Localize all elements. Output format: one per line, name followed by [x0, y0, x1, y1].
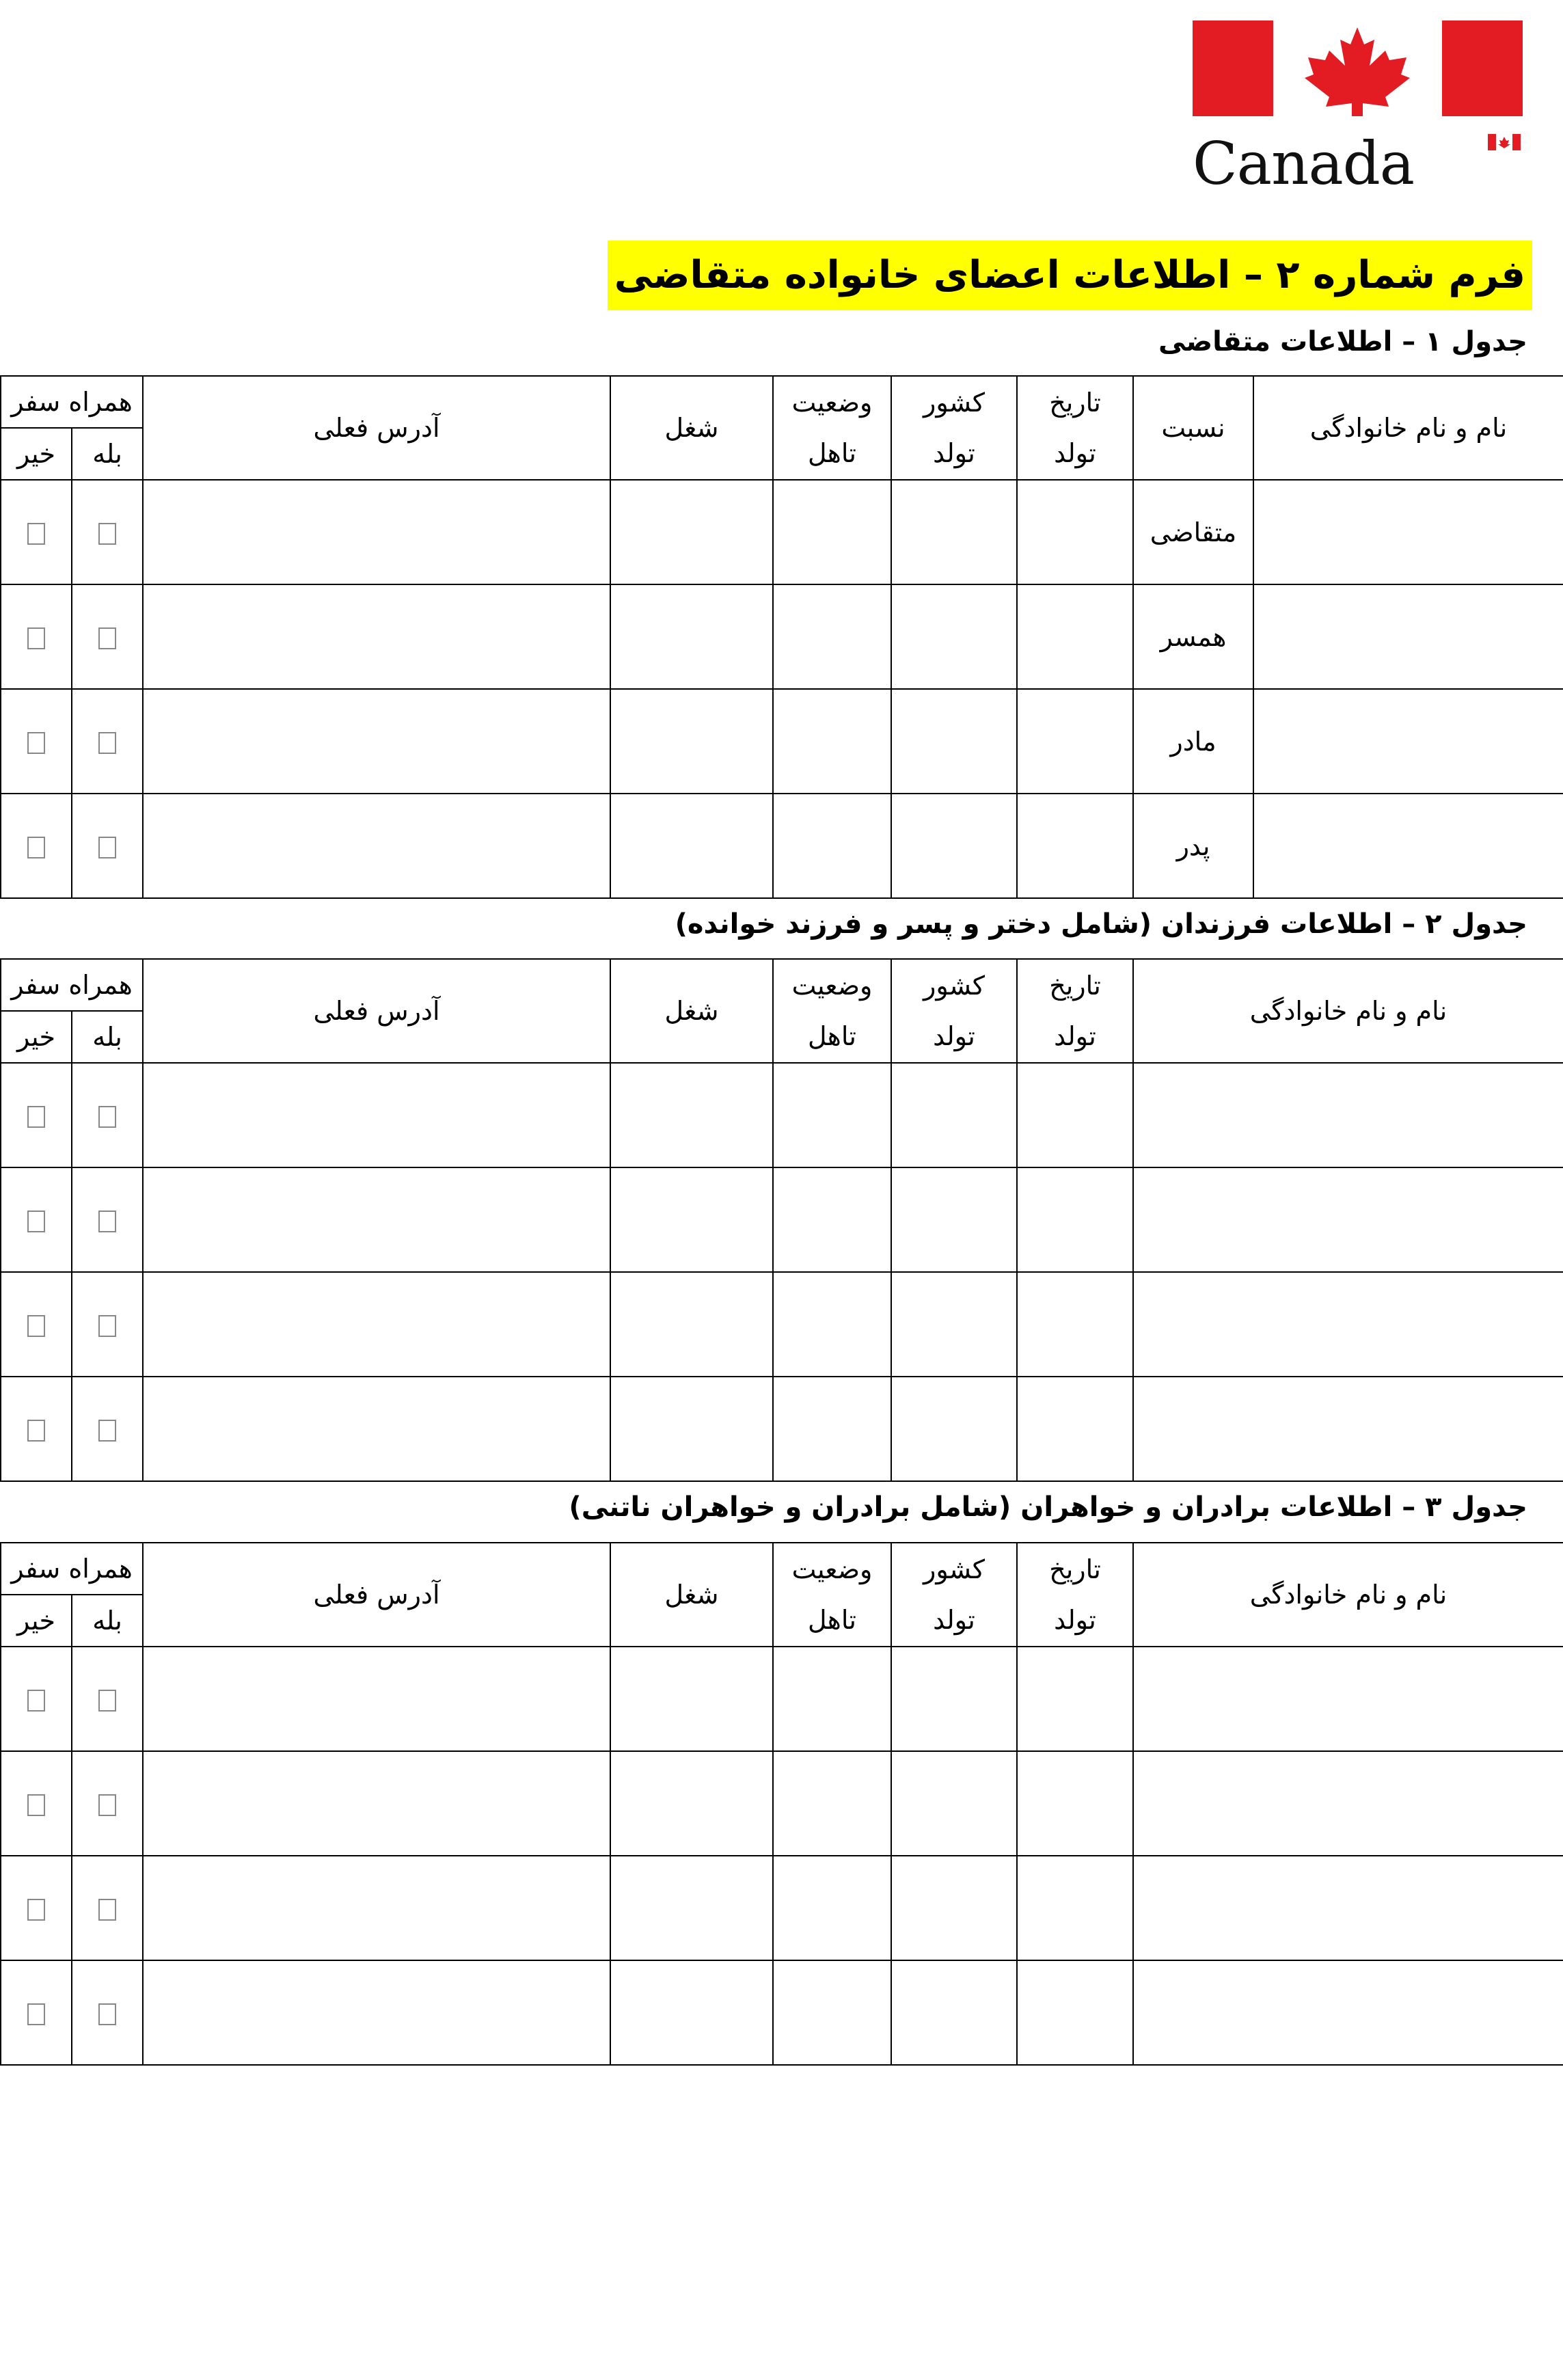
birth-country-field[interactable]: [891, 1751, 1017, 1856]
children-info-table: [0, 958, 1563, 1482]
marital-status-header: وضعیت تاهل: [773, 376, 891, 480]
yes-checkbox[interactable]: [98, 2003, 116, 2025]
marital-status-field[interactable]: [773, 794, 891, 898]
yes-checkbox[interactable]: [98, 1211, 116, 1232]
yes-header: بله: [72, 428, 143, 480]
job-header: شغل: [610, 959, 773, 1063]
travel-no-cell[interactable]: [1, 1377, 72, 1481]
travel-yes-cell[interactable]: [72, 1856, 143, 1960]
table-row: [1, 1960, 1563, 2065]
relation-label: همسر: [1133, 584, 1253, 689]
full-name-field[interactable]: [1253, 794, 1563, 898]
table-row: [1, 1647, 1563, 1751]
birth-country-field[interactable]: [891, 1960, 1017, 2065]
full-name-field[interactable]: [1253, 584, 1563, 689]
address-field[interactable]: [143, 1272, 610, 1377]
address-field[interactable]: [143, 1167, 610, 1272]
birth-date-header: تاریخ تولد: [1017, 959, 1133, 1063]
job-header: شغل: [610, 376, 773, 480]
travel-yes-cell[interactable]: [72, 584, 143, 689]
yes-header: بله: [72, 1595, 143, 1647]
travel-no-cell[interactable]: [1, 689, 72, 794]
address-field[interactable]: [143, 794, 610, 898]
travel-companion-header: همراه سفر: [1, 959, 143, 1011]
birth-country-field[interactable]: [891, 1647, 1017, 1751]
travel-no-cell[interactable]: [1, 794, 72, 898]
form-title: فرم شماره ۲ – اطلاعات اعضای خانواده متقاضی: [608, 241, 1532, 310]
yes-checkbox[interactable]: [98, 1899, 116, 1921]
birth-date-field[interactable]: [1017, 1647, 1133, 1751]
no-header: خیر: [1, 1011, 72, 1063]
birth-country-field[interactable]: [891, 1377, 1017, 1481]
no-checkbox[interactable]: [27, 1315, 45, 1337]
travel-yes-cell[interactable]: [72, 1647, 143, 1751]
travel-no-cell[interactable]: [1, 1960, 72, 2065]
birth-date-field[interactable]: [1017, 1377, 1133, 1481]
full-name-field[interactable]: [1253, 480, 1563, 584]
birth-date-field[interactable]: [1017, 1751, 1133, 1856]
yes-checkbox[interactable]: [98, 1315, 116, 1337]
birth-date-field[interactable]: [1017, 689, 1133, 794]
table-row: [1, 480, 1563, 584]
applicant-info-table: [0, 375, 1563, 899]
birth-date-field[interactable]: [1017, 584, 1133, 689]
birth-date-field[interactable]: [1017, 794, 1133, 898]
travel-yes-cell[interactable]: [72, 1167, 143, 1272]
birth-date-field[interactable]: [1017, 1960, 1133, 2065]
table1-title: جدول ۱ – اطلاعات متقاضی: [1158, 326, 1527, 357]
table-row: [1, 1167, 1563, 1272]
marital-status-field[interactable]: [773, 1647, 891, 1751]
job-field[interactable]: [610, 1751, 773, 1856]
mini-flag-icon: [1488, 134, 1521, 150]
no-header: خیر: [1, 1595, 72, 1647]
full-name-field[interactable]: [1133, 1377, 1563, 1481]
travel-no-cell[interactable]: [1, 1272, 72, 1377]
full-name-field[interactable]: [1133, 1751, 1563, 1856]
address-header: آدرس فعلی: [143, 959, 610, 1063]
yes-checkbox[interactable]: [98, 1794, 116, 1816]
job-field[interactable]: [610, 480, 773, 584]
yes-checkbox[interactable]: [98, 1420, 116, 1442]
marital-status-field[interactable]: [773, 480, 891, 584]
travel-no-cell[interactable]: [1, 1751, 72, 1856]
travel-yes-cell[interactable]: [72, 1960, 143, 2065]
table3-title: جدول ۳ – اطلاعات برادران و خواهران (شامل برادران و خواهران ناتنی): [569, 1491, 1527, 1523]
travel-yes-cell[interactable]: [72, 1751, 143, 1856]
no-header: خیر: [1, 428, 72, 480]
no-checkbox[interactable]: [27, 1106, 45, 1128]
birth-country-field[interactable]: [891, 584, 1017, 689]
job-header: شغل: [610, 1543, 773, 1647]
travel-no-cell[interactable]: [1, 1167, 72, 1272]
table-row: [1, 1063, 1563, 1167]
travel-no-cell[interactable]: [1, 1856, 72, 1960]
no-checkbox[interactable]: [27, 1211, 45, 1232]
full-name-header: نام و نام خانوادگی: [1133, 959, 1563, 1063]
no-checkbox[interactable]: [27, 1420, 45, 1442]
table-row: [1, 1856, 1563, 1960]
no-checkbox[interactable]: [27, 732, 45, 754]
birth-date-field[interactable]: [1017, 1063, 1133, 1167]
full-name-field[interactable]: [1133, 1272, 1563, 1377]
no-checkbox[interactable]: [27, 1794, 45, 1816]
relation-header: نسبت: [1133, 376, 1253, 480]
full-name-header: نام و نام خانوادگی: [1133, 1543, 1563, 1647]
yes-checkbox[interactable]: [98, 523, 116, 545]
yes-checkbox[interactable]: [98, 732, 116, 754]
address-field[interactable]: [143, 1960, 610, 2065]
address-field[interactable]: [143, 1647, 610, 1751]
yes-checkbox[interactable]: [98, 627, 116, 649]
job-field[interactable]: [610, 1272, 773, 1377]
no-checkbox[interactable]: [27, 2003, 45, 2025]
birth-country-field[interactable]: [891, 1856, 1017, 1960]
travel-yes-cell[interactable]: [72, 689, 143, 794]
job-field[interactable]: [610, 689, 773, 794]
full-name-field[interactable]: [1133, 1856, 1563, 1960]
birth-country-field[interactable]: [891, 1272, 1017, 1377]
no-checkbox[interactable]: [27, 627, 45, 649]
job-field[interactable]: [610, 1647, 773, 1751]
birth-country-header: کشور تولد: [891, 1543, 1017, 1647]
birth-date-header: تاریخ تولد: [1017, 376, 1133, 480]
travel-no-cell[interactable]: [1, 584, 72, 689]
birth-country-field[interactable]: [891, 689, 1017, 794]
canada-logo: [1193, 21, 1523, 198]
address-field[interactable]: [143, 1856, 610, 1960]
no-checkbox[interactable]: [27, 1690, 45, 1712]
birth-date-header: تاریخ تولد: [1017, 1543, 1133, 1647]
no-checkbox[interactable]: [27, 523, 45, 545]
marital-status-field[interactable]: [773, 1751, 891, 1856]
table-row: [1, 1377, 1563, 1481]
no-checkbox[interactable]: [27, 1899, 45, 1921]
address-field[interactable]: [143, 584, 610, 689]
relation-label: متقاضی: [1133, 480, 1253, 584]
table-row: [1, 1751, 1563, 1856]
marital-status-field[interactable]: [773, 1167, 891, 1272]
marital-status-field[interactable]: [773, 1960, 891, 2065]
travel-yes-cell[interactable]: [72, 794, 143, 898]
marital-status-header: وضعیت تاهل: [773, 959, 891, 1063]
relation-label: پدر: [1133, 794, 1253, 898]
marital-status-field[interactable]: [773, 584, 891, 689]
table-row: [1, 794, 1563, 898]
full-name-field[interactable]: [1253, 689, 1563, 794]
address-field[interactable]: [143, 689, 610, 794]
canada-flag-icon: [1193, 21, 1523, 116]
canada-wordmark: Canada: [1193, 130, 1415, 198]
yes-checkbox[interactable]: [98, 837, 116, 858]
full-name-field[interactable]: [1133, 1063, 1563, 1167]
job-field[interactable]: [610, 1063, 773, 1167]
birth-country-field[interactable]: [891, 480, 1017, 584]
address-field[interactable]: [143, 1751, 610, 1856]
table-row: [1, 689, 1563, 794]
birth-date-field[interactable]: [1017, 1272, 1133, 1377]
marital-status-header: وضعیت تاهل: [773, 1543, 891, 1647]
address-field[interactable]: [143, 480, 610, 584]
travel-no-cell[interactable]: [1, 1063, 72, 1167]
full-name-field[interactable]: [1133, 1960, 1563, 2065]
marital-status-field[interactable]: [773, 1377, 891, 1481]
travel-no-cell[interactable]: [1, 480, 72, 584]
job-field[interactable]: [610, 1377, 773, 1481]
birth-country-field[interactable]: [891, 1167, 1017, 1272]
birth-country-header: کشور تولد: [891, 959, 1017, 1063]
travel-yes-cell[interactable]: [72, 480, 143, 584]
yes-header: بله: [72, 1011, 143, 1063]
travel-yes-cell[interactable]: [72, 1377, 143, 1481]
travel-yes-cell[interactable]: [72, 1272, 143, 1377]
table-row: [1, 584, 1563, 689]
job-field[interactable]: [610, 584, 773, 689]
travel-companion-header: همراه سفر: [1, 1543, 143, 1595]
siblings-info-table: [0, 1542, 1563, 2066]
full-name-header: نام و نام خانوادگی: [1253, 376, 1563, 480]
birth-date-field[interactable]: [1017, 1167, 1133, 1272]
travel-companion-header: همراه سفر: [1, 376, 143, 428]
job-field[interactable]: [610, 1856, 773, 1960]
relation-label: مادر: [1133, 689, 1253, 794]
table2-title: جدول ۲ – اطلاعات فرزندان (شامل دختر و پسر و فرزند خوانده): [675, 908, 1527, 940]
full-name-field[interactable]: [1133, 1167, 1563, 1272]
birth-country-field[interactable]: [891, 794, 1017, 898]
marital-status-field[interactable]: [773, 1856, 891, 1960]
address-header: آدرس فعلی: [143, 376, 610, 480]
job-field[interactable]: [610, 1167, 773, 1272]
yes-checkbox[interactable]: [98, 1690, 116, 1712]
no-checkbox[interactable]: [27, 837, 45, 858]
marital-status-field[interactable]: [773, 689, 891, 794]
marital-status-field[interactable]: [773, 1272, 891, 1377]
birth-country-header: کشور تولد: [891, 376, 1017, 480]
yes-checkbox[interactable]: [98, 1106, 116, 1128]
table-row: [1, 1272, 1563, 1377]
address-header: آدرس فعلی: [143, 1543, 610, 1647]
birth-date-field[interactable]: [1017, 1856, 1133, 1960]
travel-yes-cell[interactable]: [72, 1063, 143, 1167]
birth-date-field[interactable]: [1017, 480, 1133, 584]
full-name-field[interactable]: [1133, 1647, 1563, 1751]
address-field[interactable]: [143, 1063, 610, 1167]
job-field[interactable]: [610, 1960, 773, 2065]
travel-no-cell[interactable]: [1, 1647, 72, 1751]
job-field[interactable]: [610, 794, 773, 898]
address-field[interactable]: [143, 1377, 610, 1481]
marital-status-field[interactable]: [773, 1063, 891, 1167]
birth-country-field[interactable]: [891, 1063, 1017, 1167]
